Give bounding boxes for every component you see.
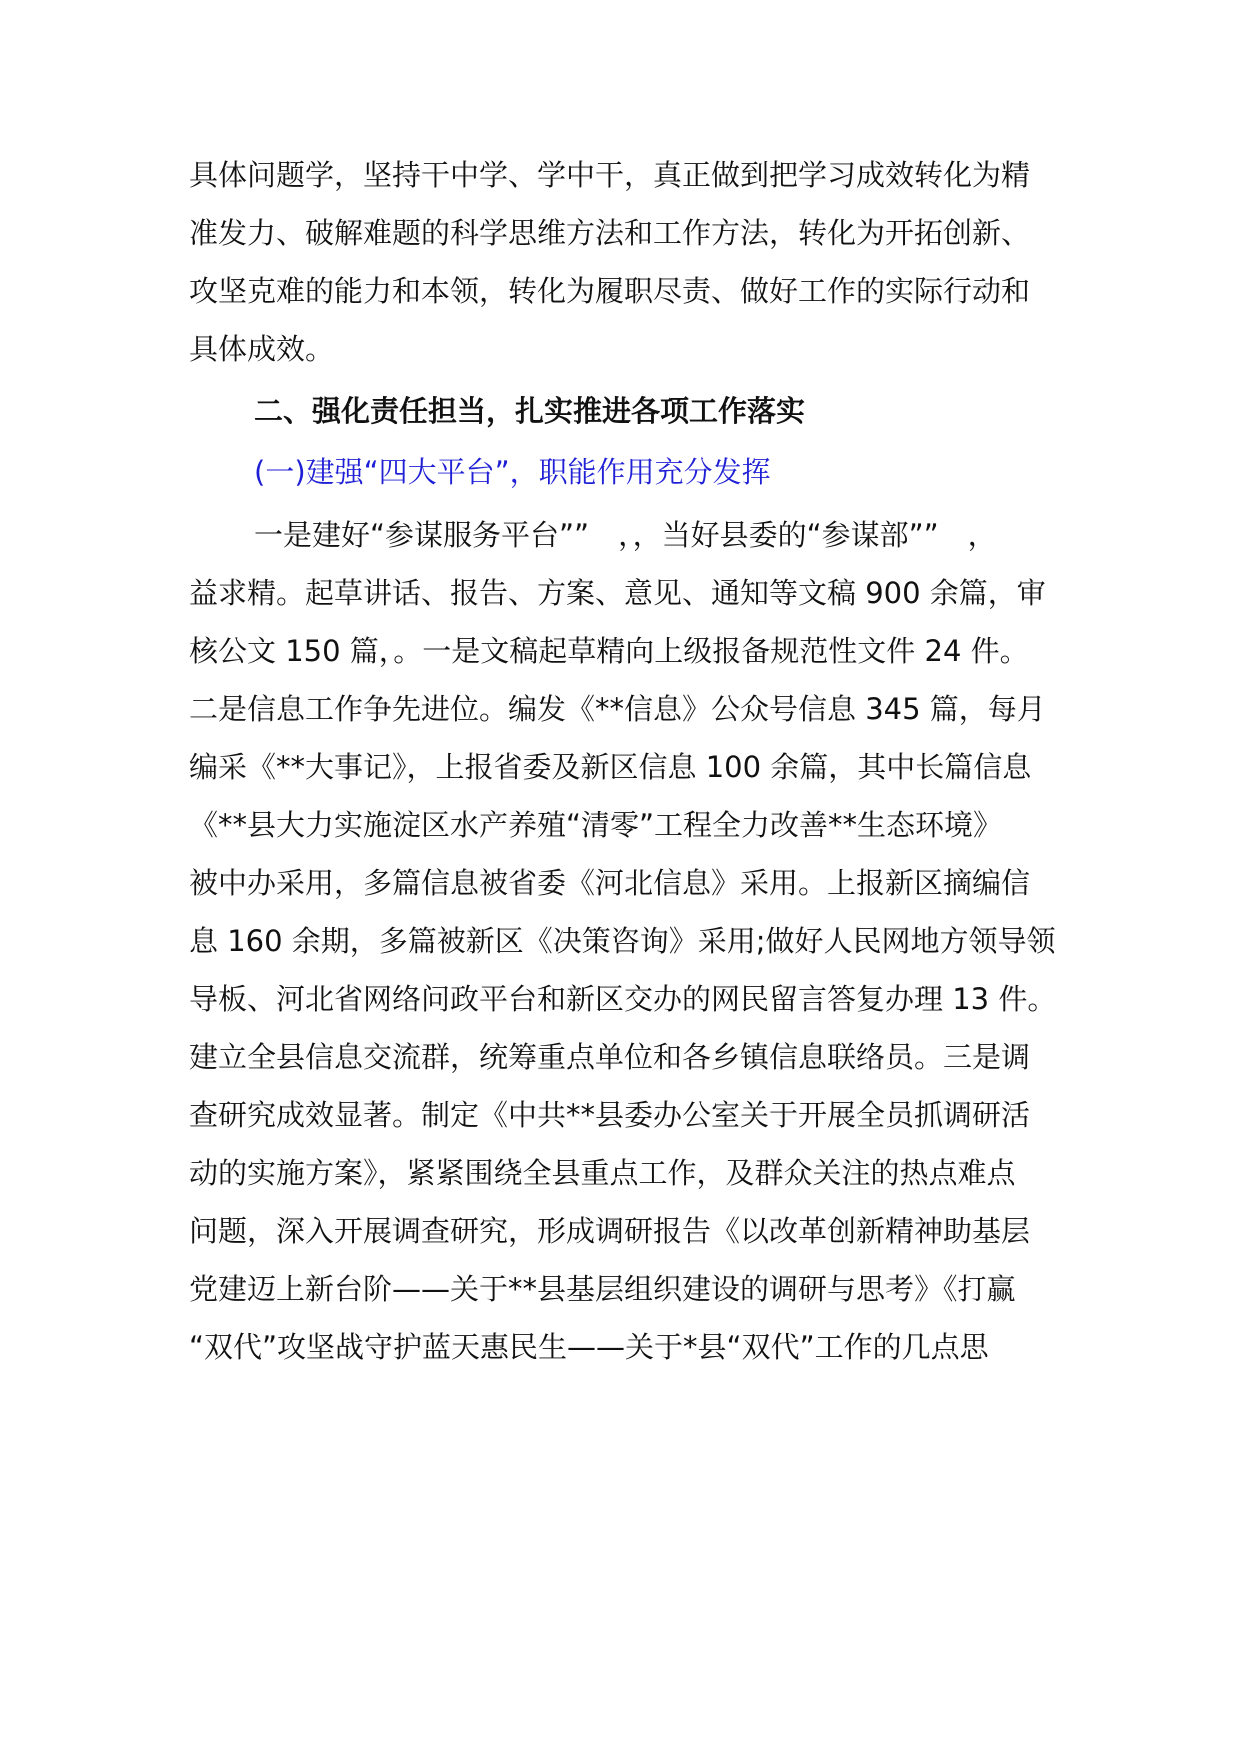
section-heading: 二、强化责任担当，扎实推进各项工作落实 [254, 394, 806, 428]
paragraph-line: 准发力、破解难题的科学思维方法和工作方法，转化为开拓创新、 [189, 216, 1031, 250]
paragraph-line: 建立全县信息交流群，统筹重点单位和各乡镇信息联络员。三是调 [189, 1040, 1031, 1074]
paragraph-line: 二是信息工作争先进位。编发《**信息》公众号信息 345 篇，每月 [189, 692, 1046, 726]
paragraph-line: 具体问题学，坚持干中学、学中干，真正做到把学习成效转化为精 [189, 158, 1031, 192]
paragraph-line: 导板、河北省网络问政平台和新区交办的网民留言答复办理 13 件。 [189, 982, 1057, 1016]
paragraph-line: 《**县大力实施淀区水产养殖“清零”工程全力改善**生态环境》 [189, 808, 1003, 842]
paragraph-line: 息 160 余期，多篇被新区《决策咨询》采用;做好人民网地方领导领 [189, 924, 1056, 958]
paragraph-line: 被中办采用，多篇信息被省委《河北信息》采用。上报新区摘编信 [189, 866, 1031, 900]
paragraph-line: “双代”攻坚战守护蓝天惠民生——关于*县“双代”工作的几点思 [189, 1330, 989, 1364]
paragraph-line: 党建迈上新台阶——关于**县基层组织建设的调研与思考》《打赢 [189, 1272, 1016, 1306]
paragraph-line: 动的实施方案》，紧紧围绕全县重点工作，及群众关注的热点难点 [189, 1156, 1016, 1190]
paragraph-line: 一是建好“参谋服务平台”” ，，当好县委的“参谋部”” ， [254, 518, 997, 552]
paragraph-line: 编采《**大事记》，上报省委及新区信息 100 余篇，其中长篇信息 [189, 750, 1032, 784]
paragraph-line: 核公文 150 篇，。一是文稿起草精向上级报备规范性文件 24 件。 [189, 634, 1029, 668]
paragraph-line: 攻坚克难的能力和本领，转化为履职尽责、做好工作的实际行动和 [189, 274, 1031, 308]
paragraph-line: 问题，深入开展调查研究，形成调研报告《以改革创新精神助基层 [189, 1214, 1031, 1248]
subsection-heading: (一)建强“四大平台”，职能作用充分发挥 [254, 455, 771, 489]
paragraph-line: 益求精。起草讲话、报告、方案、意见、通知等文稿 900 余篇，审 [189, 576, 1046, 610]
paragraph-line: 具体成效。 [189, 332, 335, 366]
paragraph-line: 查研究成效显著。制定《中共**县委办公室关于开展全员抓调研活 [189, 1098, 1031, 1132]
